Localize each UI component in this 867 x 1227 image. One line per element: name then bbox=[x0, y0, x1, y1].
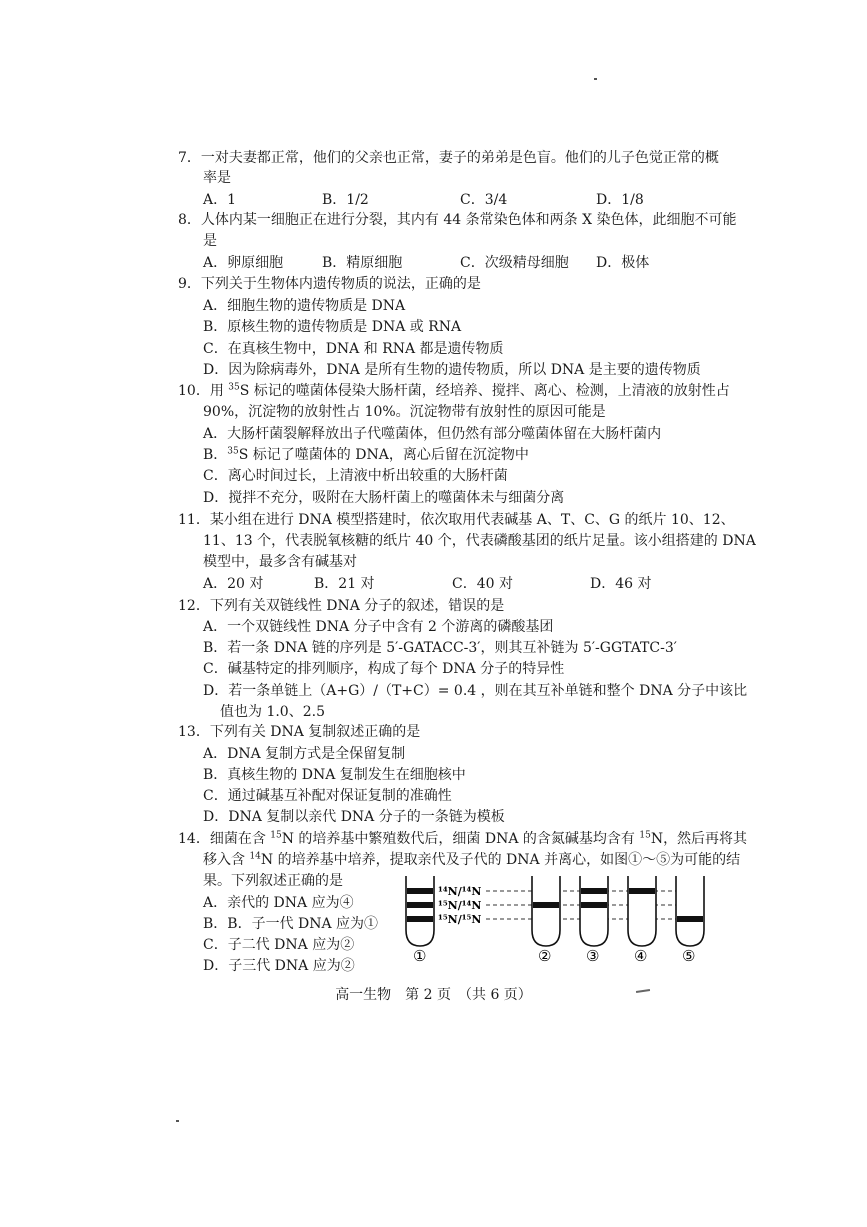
tube-3-band-mid bbox=[581, 902, 607, 908]
q13-option-c: C．通过碱基互补配对保证复制的准确性 bbox=[203, 788, 452, 804]
q8-stem-cont: 是 bbox=[203, 233, 217, 249]
q10-stem bbox=[178, 381, 730, 401]
tube-1-band-bottom bbox=[407, 916, 433, 922]
q10-option-b-isotope: 35 bbox=[227, 446, 239, 457]
tube-5 bbox=[676, 876, 704, 946]
q14-iso-15a: 15 bbox=[270, 830, 282, 841]
tube-label-1: ① bbox=[413, 947, 427, 964]
q14-stem-c: N，然后再将其 bbox=[650, 831, 748, 847]
q8-option-d: D．极体 bbox=[596, 255, 650, 271]
q13-stem: 13．下列有关 DNA 复制叙述正确的是 bbox=[178, 724, 421, 740]
q10-option-c: C．离心时间过长，上清液中析出较重的大肠杆菌 bbox=[203, 468, 508, 484]
tube-5-band-bottom bbox=[677, 916, 703, 922]
tube-2-band-mid bbox=[533, 902, 559, 908]
q11-stem-cont1: 11、13 个，代表脱氧核糖的纸片 40 个，代表磷酸基团的纸片足量。该小组搭建的 DNA bbox=[203, 533, 756, 549]
q14-option-d: D．子三代 DNA 应为② bbox=[203, 958, 355, 974]
band-label-15-15: ¹⁵N/¹⁵N bbox=[438, 913, 482, 926]
q9-option-c: C．在真核生物中，DNA 和 RNA 都是遗传物质 bbox=[203, 341, 504, 357]
q7-option-b: B．1/2 bbox=[322, 192, 369, 208]
q10-option-b bbox=[203, 445, 529, 465]
q10-option-b-post: S 标记了噬菌体的 DNA，离心后留在沉淀物中 bbox=[238, 447, 529, 463]
q9-option-b: B．原核生物的遗传物质是 DNA 或 RNA bbox=[203, 319, 462, 335]
q12-stem: 12．下列有关双链线性 DNA 分子的叙述，错误的是 bbox=[178, 598, 505, 614]
q14-option-a: A．亲代的 DNA 应为④ bbox=[203, 895, 354, 911]
q7-option-a: A．1 bbox=[203, 192, 237, 208]
q14-stem-cont1 bbox=[203, 850, 740, 870]
q7-stem-cont: 率是 bbox=[203, 170, 231, 186]
q14-stem-d: 移入含 bbox=[203, 852, 250, 868]
q10-stem-post: S 标记的噬菌体侵染大肠杆菌，经培养、搅拌、离心、检测，上清液的放射性占 bbox=[239, 383, 730, 399]
q12-option-c: C．碱基特定的排列顺序，构成了每个 DNA 分子的特异性 bbox=[203, 661, 565, 677]
page-footer: 高一生物 第 2 页 （共 6 页） bbox=[335, 987, 532, 1003]
q14-stem-e: N 的培养基中培养，提取亲代及子代的 DNA 并离心，如图①～⑤为可能的结 bbox=[260, 852, 741, 868]
tube-3-band-top bbox=[581, 888, 607, 894]
q14-stem bbox=[178, 829, 747, 849]
tube-2 bbox=[532, 876, 560, 946]
q10-stem-pre: 10．用 bbox=[178, 383, 229, 399]
q8-option-b: B．精原细胞 bbox=[322, 255, 403, 271]
q14-stem-cont2: 果。下列叙述正确的是 bbox=[203, 873, 343, 889]
q14-iso-15b: 15 bbox=[639, 830, 651, 841]
q11-option-b: B．21 对 bbox=[314, 576, 375, 592]
q8-option-c: C．次级精母细胞 bbox=[460, 255, 569, 271]
q10-option-d: D．搅拌不充分，吸附在大肠杆菌上的噬菌体未与细菌分离 bbox=[203, 490, 565, 506]
q12-option-d-cont: 值也为 1.0、2.5 bbox=[220, 704, 325, 720]
q14-iso-14: 14 bbox=[249, 851, 261, 862]
q10-option-a: A．大肠杆菌裂解释放出子代噬菌体，但仍然有部分噬菌体留在大肠杆菌内 bbox=[203, 426, 662, 442]
tube-4 bbox=[628, 876, 656, 946]
tube-label-3: ③ bbox=[586, 947, 600, 964]
q10-stem-cont: 90%，沉淀物的放射性占 10%。沉淀物带有放射性的原因可能是 bbox=[203, 404, 606, 420]
tube-label-4: ④ bbox=[634, 947, 648, 964]
q11-option-d: D．46 对 bbox=[590, 576, 652, 592]
band-label-15-14: ¹⁵N/¹⁴N bbox=[438, 899, 482, 912]
tube-1-band-top bbox=[407, 888, 433, 894]
q14-option-b: B．B．子一代 DNA 应为① bbox=[203, 916, 379, 932]
band-label-14-14: ¹⁴N/¹⁴N bbox=[438, 885, 482, 898]
tube-4-band-top bbox=[629, 888, 655, 894]
q9-stem: 9．下列关于生物体内遗传物质的说法，正确的是 bbox=[178, 276, 481, 292]
q13-option-b: B．真核生物的 DNA 复制发生在细胞核中 bbox=[203, 767, 466, 783]
q13-option-a: A．DNA 复制方式是全保留复制 bbox=[203, 746, 406, 762]
q7-option-d: D．1/8 bbox=[596, 192, 644, 208]
q8-option-a: A．卵原细胞 bbox=[203, 255, 284, 271]
q7-option-c: C．3/4 bbox=[460, 192, 508, 208]
tube-label-2: ② bbox=[538, 947, 552, 964]
scan-speck bbox=[176, 1120, 179, 1122]
q7-stem: 7．一对夫妻都正常，他们的父亲也正常，妻子的弟弟是色盲。他们的儿子色觉正常的概 bbox=[178, 150, 719, 166]
q9-option-d: D．因为除病毒外，DNA 是所有生物的遗传物质，所以 DNA 是主要的遗传物质 bbox=[203, 362, 701, 378]
tube-label-5: ⑤ bbox=[682, 947, 696, 964]
q8-stem: 8．人体内某一细胞正在进行分裂，其内有 44 条常染色体和两条 X 染色体，此细胞不可能 bbox=[178, 212, 737, 228]
tube-1 bbox=[406, 876, 434, 946]
q12-option-b: B．若一条 DNA 链的序列是 5′-GATACC-3′，则其互补链为 5′-GGTATC-3′ bbox=[203, 640, 677, 656]
q11-stem: 11．某小组在进行 DNA 模型搭建时，依次取用代表碱基 A、T、C、G 的纸片 10、12、 bbox=[178, 512, 735, 528]
q14-option-c: C．子二代 DNA 应为② bbox=[203, 937, 355, 953]
q11-option-c: C．40 对 bbox=[452, 576, 513, 592]
q11-stem-cont2: 模型中，最多含有碱基对 bbox=[203, 554, 357, 570]
scan-speck bbox=[594, 78, 597, 80]
q13-option-d: D．DNA 复制以亲代 DNA 分子的一条链为模板 bbox=[203, 809, 505, 825]
q11-option-a: A．20 对 bbox=[203, 576, 264, 592]
q10-isotope: 35 bbox=[228, 382, 240, 393]
tube-3 bbox=[580, 876, 608, 946]
q9-option-a: A．细胞生物的遗传物质是 DNA bbox=[203, 298, 406, 314]
q10-option-b-pre: B． bbox=[203, 447, 228, 463]
q14-stem-a: 14．细菌在含 bbox=[178, 831, 271, 847]
centrifuge-tubes-figure bbox=[398, 872, 718, 964]
tube-1-band-mid bbox=[407, 902, 433, 908]
q12-option-a: A．一个双链线性 DNA 分子中含有 2 个游离的磷酸基团 bbox=[203, 619, 554, 635]
q14-stem-b: N 的培养基中繁殖数代后，细菌 DNA 的含氮碱基均含有 bbox=[281, 831, 640, 847]
q12-option-d: D．若一条单链上（A+G）/（T+C）= 0.4 ，则在其互补单链和整个 DNA 分子中该比 bbox=[203, 683, 748, 699]
